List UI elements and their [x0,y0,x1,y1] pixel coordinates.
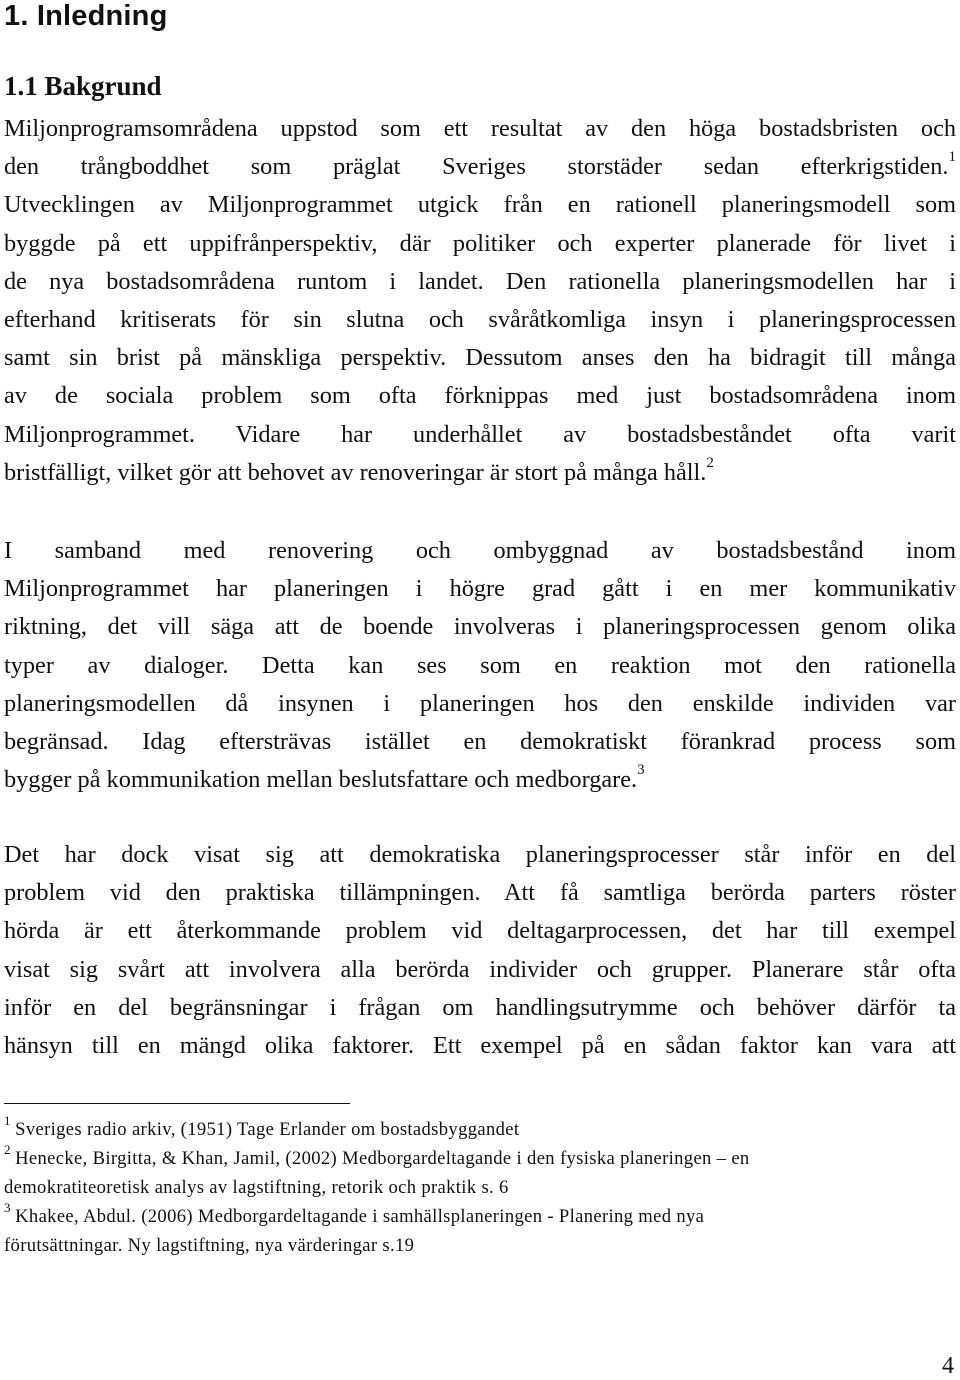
paragraph-line [4,454,956,492]
paragraph-line: begränsad. Idag eftersträvas istället en demokratiskt förankrad process som [4,728,956,756]
footnote-text: förutsättningar. Ny lagstiftning, nya värderingar s.19 [4,1235,415,1256]
footnote-2-continued [4,1173,954,1202]
paragraph-line: Miljonprogrammet. Vidare har underhållet av bostadsbeståndet ofta varit [4,420,956,448]
paragraph-line [4,148,956,186]
footnote-3 [4,1199,954,1231]
paragraph-line: visat sig svårt att involvera alla berörda individer och grupper. Planerare står ofta [4,955,956,983]
paragraph-line: hänsyn till en mängd olika faktorer. Ett exempel på en sådan faktor kan vara att [4,1032,956,1060]
footnote-3-continued [4,1231,954,1260]
paragraph-line: samt sin brist på mänskliga perspektiv. Dessutom anses den ha bidragit till många [4,344,956,372]
page-number: 4 [942,1353,954,1379]
footnote-ref-2: 2 [706,454,714,471]
footnote-number: 1 [4,1112,11,1128]
footnote-text: demokratiteoretisk analys av lagstiftning, retorik och praktik s. 6 [4,1177,509,1198]
footnote-divider [4,1103,350,1104]
paragraph-line: de nya bostadsområdena runtom i landet. Den rationella planeringsmodellen har i [4,267,956,295]
paragraph-line: Det har dock visat sig att demokratiska planeringsprocesser står inför en del [4,841,956,868]
footnote-ref-1: 1 [948,149,956,166]
paragraph-line: inför en del begränsningar i frågan om handlingsutrymme och behöver därför ta [4,993,956,1021]
paragraph-line: Miljonprogramsområdena uppstod som ett resultat av den höga bostadsbristen och [4,115,956,142]
footnote-2 [4,1141,954,1173]
footnote-1 [4,1112,954,1144]
paragraph-problems [4,836,956,1065]
paragraph-line [4,761,956,799]
paragraph-line: hörda är ett återkommande problem vid deltagarprocessen, det har till exempel [4,917,956,945]
paragraph-line: efterhand kritiserats för sin slutna och svåråtkomliga insyn i planeringsprocessen [4,306,956,334]
paragraph-line-text: bristfälligt, vilket gör att behovet av renoveringar är stort på många håll. [4,458,707,486]
paragraph-line-text: den trångboddhet som präglat Sveriges storstäder sedan efterkrigstiden. [4,153,949,181]
footnote-number: 2 [4,1141,11,1157]
footnotes [4,1112,954,1260]
paragraph-line: riktning, det vill säga att de boende involveras i planeringsprocessen genom olika [4,613,956,641]
paragraph-line: byggde på ett uppifrånperspektiv, där politiker och experter planerade för livet i [4,229,956,257]
paragraph-line: planeringsmodellen då insynen i planeringen hos den enskilde individen var [4,689,956,717]
footnote-text: Henecke, Birgitta, & Khan, Jamil, (2002) Medborgardeltagande i den fysiska planeringen – en [15,1148,750,1169]
paragraph-background [4,110,956,492]
paragraph-line: Miljonprogrammet har planeringen i högre grad gått i en mer kommunikativ [4,575,956,603]
chapter-heading: 1. Inledning [4,0,168,32]
paragraph-line-text: bygger på kommunikation mellan beslutsfattare och medborgare. [4,766,638,794]
paragraph-line: I samband med renovering och ombyggnad av bostadsbestånd inom [4,537,956,564]
footnote-ref-3: 3 [637,762,645,779]
footnote-text: Khakee, Abdul. (2006) Medborgardeltagande i samhällsplaneringen - Planering med nya [15,1206,705,1227]
footnote-number: 3 [4,1199,11,1215]
section-heading: 1.1 Bakgrund [4,71,162,101]
paragraph-line: problem vid den praktiska tillämpningen. Att få samtliga berörda parters röster [4,879,956,907]
paragraph-line: av de sociala problem som ofta förknippas med just bostadsområdena inom [4,382,956,410]
paragraph-line: Utvecklingen av Miljonprogrammet utgick från en rationell planeringsmodell som [4,191,956,219]
paragraph-line: typer av dialoger. Detta kan ses som en reaktion mot den rationella [4,651,956,679]
paragraph-renovation [4,532,956,799]
footnote-text: Sveriges radio arkiv, (1951) Tage Erlander om bostadsbyggandet [15,1119,520,1140]
